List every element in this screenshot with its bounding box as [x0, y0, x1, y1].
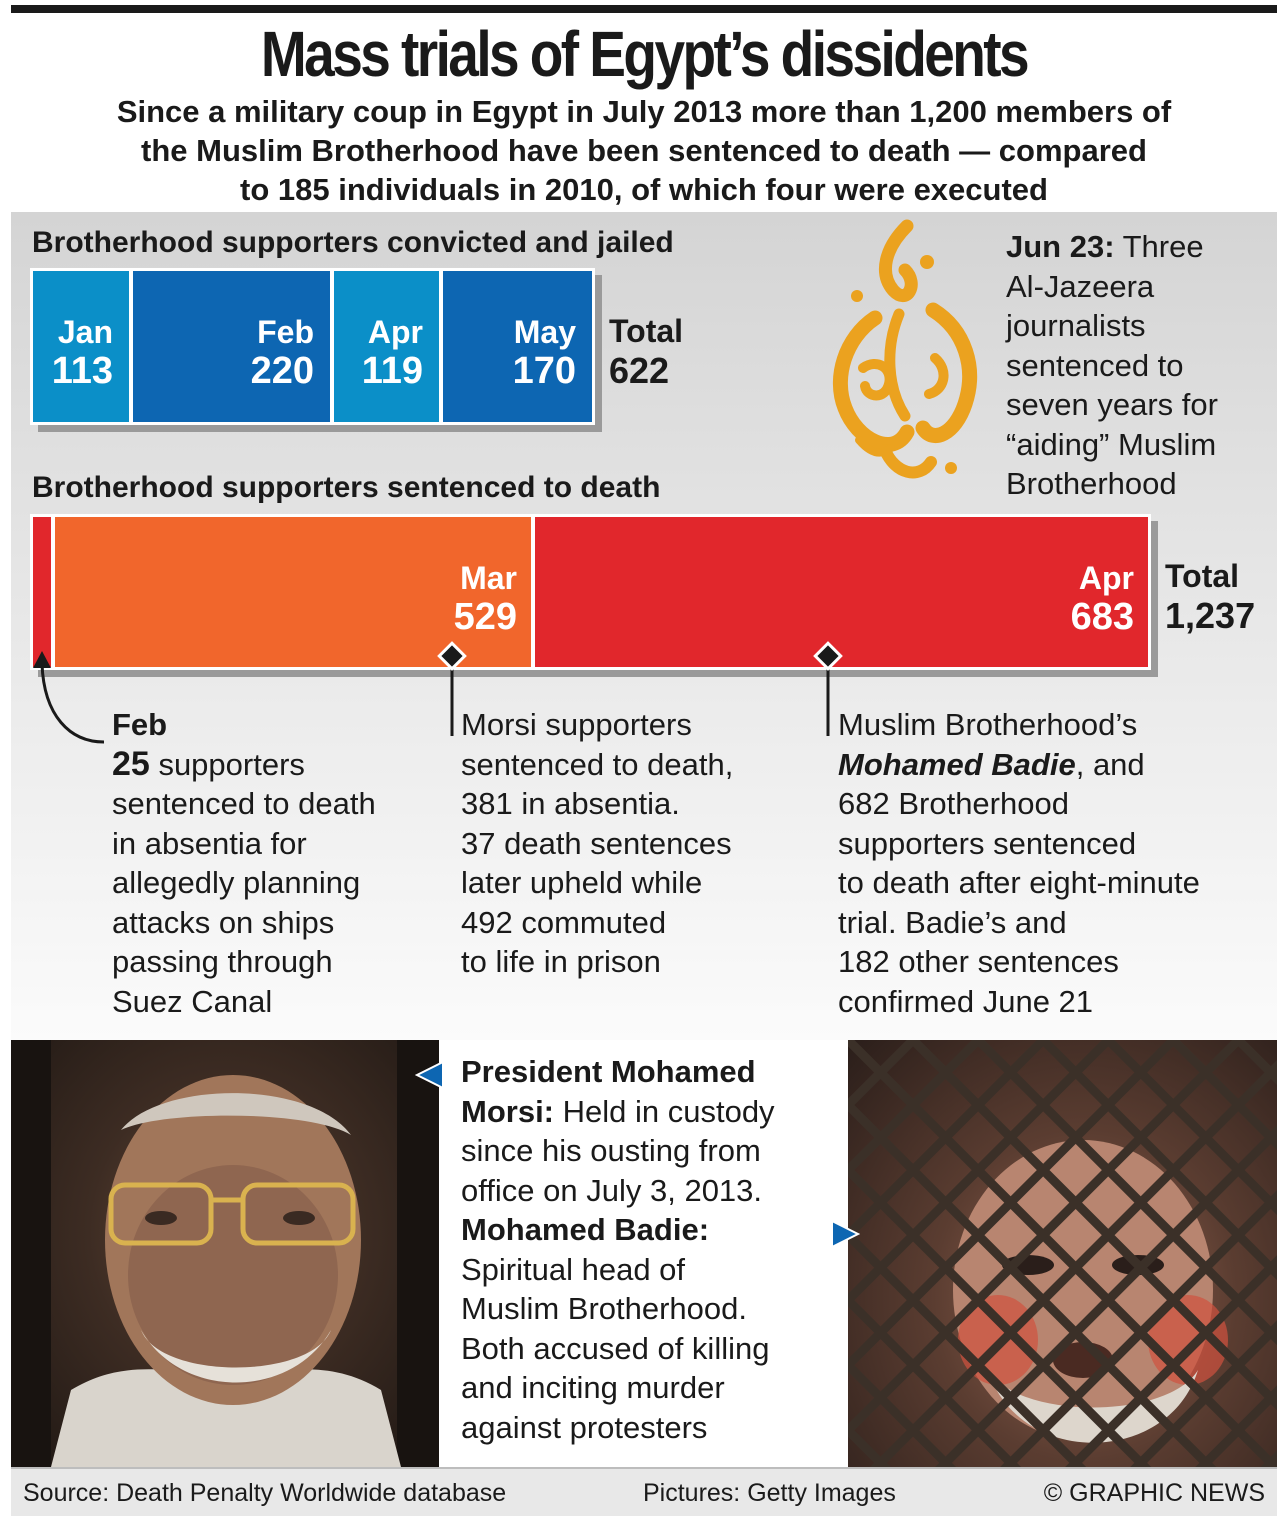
feb-note-month	[112, 705, 376, 745]
badie-name: Mohamed Badie:	[461, 1212, 710, 1247]
jailed-total-label: Total	[609, 313, 684, 349]
jailed-month-label: Apr	[367, 314, 423, 350]
jazeera-note-line: Brotherhood	[1006, 466, 1177, 501]
bio-line: Spiritual head of	[461, 1251, 686, 1287]
bio-line	[461, 1052, 775, 1092]
mar-note-line: to life in prison	[461, 944, 661, 979]
morsi-name: President Mohamed	[461, 1054, 756, 1089]
death-total-label: Total	[1165, 558, 1240, 594]
death-value-label: 529	[453, 596, 517, 638]
feb-note-line	[112, 745, 376, 785]
bio-line	[461, 1210, 775, 1250]
feb-note-rest: supporters	[149, 746, 305, 782]
bio-line: against protesters	[461, 1409, 708, 1445]
subtitle-line: Since a military coup in Egypt in July 2013 more than 1,200 members of	[116, 94, 1172, 129]
apr-note-rest: , and	[1075, 746, 1145, 782]
morsi-rest: Held in custody	[554, 1093, 775, 1129]
feb-note-line: attacks on ships	[112, 904, 335, 940]
subtitle-line: the Muslim Brotherhood have been sentenced to death — compared	[141, 133, 1147, 168]
apr-note-line: 182 other sentences	[838, 944, 1119, 979]
feb-note-line: sentenced to death	[112, 786, 376, 821]
bio-line	[461, 1092, 775, 1132]
mar-pointer-diamond	[439, 643, 464, 668]
jazeera-note-line: sentenced to	[1006, 347, 1184, 383]
jailed-chart-title: Brotherhood supporters convicted and jailed	[32, 226, 674, 259]
mar-note-line: Morsi supporters	[461, 707, 692, 742]
apr-note-line: to death after eight-minute	[838, 865, 1200, 900]
jailed-value-label: 113	[51, 350, 113, 392]
feb-note-line: passing through	[112, 944, 333, 979]
bio-line: and inciting murder	[461, 1370, 725, 1405]
apr-pointer-diamond	[815, 643, 840, 668]
feb-note-count: 25	[112, 744, 150, 783]
feb-note-line: allegedly planning	[112, 865, 361, 900]
jazeera-note-line: journalists	[1006, 308, 1146, 343]
apr-note-line	[838, 745, 1200, 785]
death-total-value: 1,237	[1165, 595, 1256, 636]
feb-note	[112, 705, 376, 1021]
jailed-value-label: 220	[250, 350, 314, 392]
feb-note-line: in absentia for	[112, 825, 307, 861]
death-chart-title: Brotherhood supporters sentenced to death	[32, 471, 661, 504]
jailed-value-label: 170	[512, 350, 576, 392]
mar-note-line: sentenced to death,	[461, 746, 734, 782]
feb-note-line: Suez Canal	[112, 983, 273, 1019]
mar-note-line: later upheld while	[461, 865, 703, 900]
jailed-value-label: 119	[361, 350, 423, 392]
bio-line: since his ousting from	[461, 1133, 761, 1168]
mar-note-line: 37 death sentences	[461, 825, 732, 861]
mar-note	[461, 705, 733, 982]
bio-text	[461, 1052, 775, 1447]
badie-photo	[848, 1040, 1277, 1467]
feb-arrow-line	[42, 664, 104, 742]
bio-line: office on July 3, 2013.	[461, 1172, 763, 1208]
jazeera-note-line: seven years for	[1006, 387, 1218, 422]
bio-line: Both accused of killing	[461, 1330, 770, 1366]
morsi-pointer-icon	[415, 1060, 445, 1090]
jailed-month-label: May	[513, 314, 576, 350]
mar-note-line: 381 in absentia.	[461, 786, 680, 821]
apr-note-line: Muslim Brotherhood’s	[838, 707, 1138, 742]
apr-note-name: Mohamed Badie	[838, 746, 1076, 782]
bio-line: Muslim Brotherhood.	[461, 1291, 748, 1326]
graphic-news-credit: © GRAPHIC NEWS	[1043, 1479, 1265, 1507]
jazeera-note-rest: Three	[1114, 229, 1204, 264]
apr-note-line: 682 Brotherhood	[838, 786, 1069, 821]
page-title: Mass trials of Egypt’s dissidents	[260, 18, 1028, 90]
jazeera-note-line: Al-Jazeera	[1006, 268, 1155, 304]
morsi-name-2: Morsi:	[461, 1093, 554, 1129]
apr-note-line: confirmed June 21	[838, 983, 1094, 1019]
morsi-photo	[11, 1040, 439, 1467]
death-value-label: 683	[1070, 596, 1134, 638]
feb-arrow-head	[33, 651, 51, 668]
mar-note-line: 492 commuted	[461, 904, 667, 940]
apr-note	[838, 705, 1200, 1021]
jailed-total-value: 622	[609, 350, 670, 391]
jazeera-note-line: “aiding” Muslim	[1006, 426, 1217, 462]
badie-portrait-art	[848, 1040, 1277, 1467]
apr-note-line: trial. Badie’s and	[838, 904, 1067, 940]
subtitle-line: to 185 individuals in 2010, of which four were executed	[240, 172, 1048, 207]
footer	[11, 1467, 1277, 1516]
source-credit: Source: Death Penalty Worldwide database	[23, 1479, 507, 1507]
death-month-label: Mar	[460, 560, 517, 596]
morsi-portrait-art	[11, 1040, 439, 1467]
apr-note-line: supporters sentenced	[838, 825, 1137, 861]
death-month-label: Apr	[1078, 560, 1134, 596]
jazeera-date: Jun 23:	[1006, 229, 1115, 264]
pictures-credit: Pictures: Getty Images	[643, 1479, 896, 1507]
jailed-month-label: Feb	[257, 314, 314, 350]
jailed-month-label: Jan	[57, 314, 113, 350]
feb-note-month-text: Feb	[112, 707, 168, 742]
badie-pointer-icon	[830, 1219, 860, 1249]
